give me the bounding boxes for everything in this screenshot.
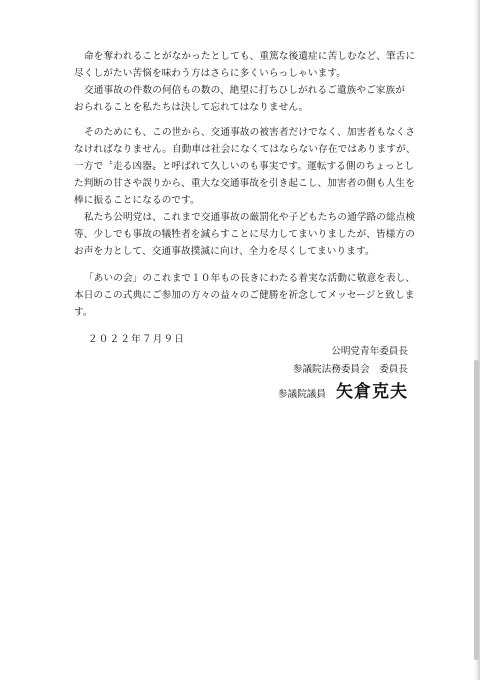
paragraph-line: 尽くしがたい苦悩を味わう方はさらに多くいらっしゃいます。 <box>74 68 347 79</box>
paragraph-line: 「あいの会」のこれまで１０年もの長きにわたる着実な活動に敬意を表し、 <box>84 273 416 284</box>
paragraph-line: 一方で〝走る凶器〟と呼ばれて久しいのも事実です。運転する側のちょっとし <box>74 161 415 172</box>
paragraph-line: 棒に振ることになるのです。 <box>74 195 200 206</box>
signature-title: 参議院議員 <box>278 389 326 400</box>
paragraph-2 <box>74 124 414 209</box>
document-date: ２０２２年７月９日 <box>88 334 186 345</box>
paragraph-line: なければなりません。自動車は社会になくてはならない存在ではありますが、 <box>74 144 416 155</box>
paragraph-line: 交通事故の件数の何倍もの数の、絶望に打ちひしがれるご遺族やご家族が <box>84 85 406 96</box>
paragraph-line: 等、少しでも事故の犠牲者を減らすことに尽力してまいりましたが、皆様方の <box>74 229 416 240</box>
paragraph-line: お声を力として、交通事故撲滅に向け、全力を尽くしてまいります。 <box>74 246 375 257</box>
paragraph-line: 私たち公明党は、これまで交通事故の厳罰化や子どもたちの通学路の総点検 <box>84 212 416 223</box>
paragraph-line: た判断の甘さや誤りから、重大な交通事故を引き起こし、加害者の側も人生を <box>74 178 416 189</box>
signature-block <box>278 377 408 402</box>
paragraph-1 <box>74 48 414 116</box>
paragraph-line: す。 <box>74 307 93 318</box>
paragraph-line: おられることを私たちは決して忘れてはなりません。 <box>74 102 309 113</box>
paragraph-line: 本日のこの式典にご参加の方々の益々のご健勝を祈念してメッセージと致しま <box>74 290 415 301</box>
paragraph-line: そのためにも、この世から、交通事故の被害者だけでなく、加害者もなくさ <box>84 127 416 138</box>
signature-name: 矢倉克夫 <box>336 382 408 402</box>
vertical-scrollbar[interactable] <box>474 360 479 660</box>
paragraph-4 <box>74 270 414 321</box>
paragraph-3 <box>74 209 414 260</box>
paragraph-line: 命を奪われることがなかったとしても、重篤な後遺症に苦しむなど、筆舌に <box>84 51 416 62</box>
signature-committee: 参議院法務委員会 委員長 <box>292 364 408 375</box>
signature-affiliation: 公明党青年委員長 <box>331 346 408 357</box>
